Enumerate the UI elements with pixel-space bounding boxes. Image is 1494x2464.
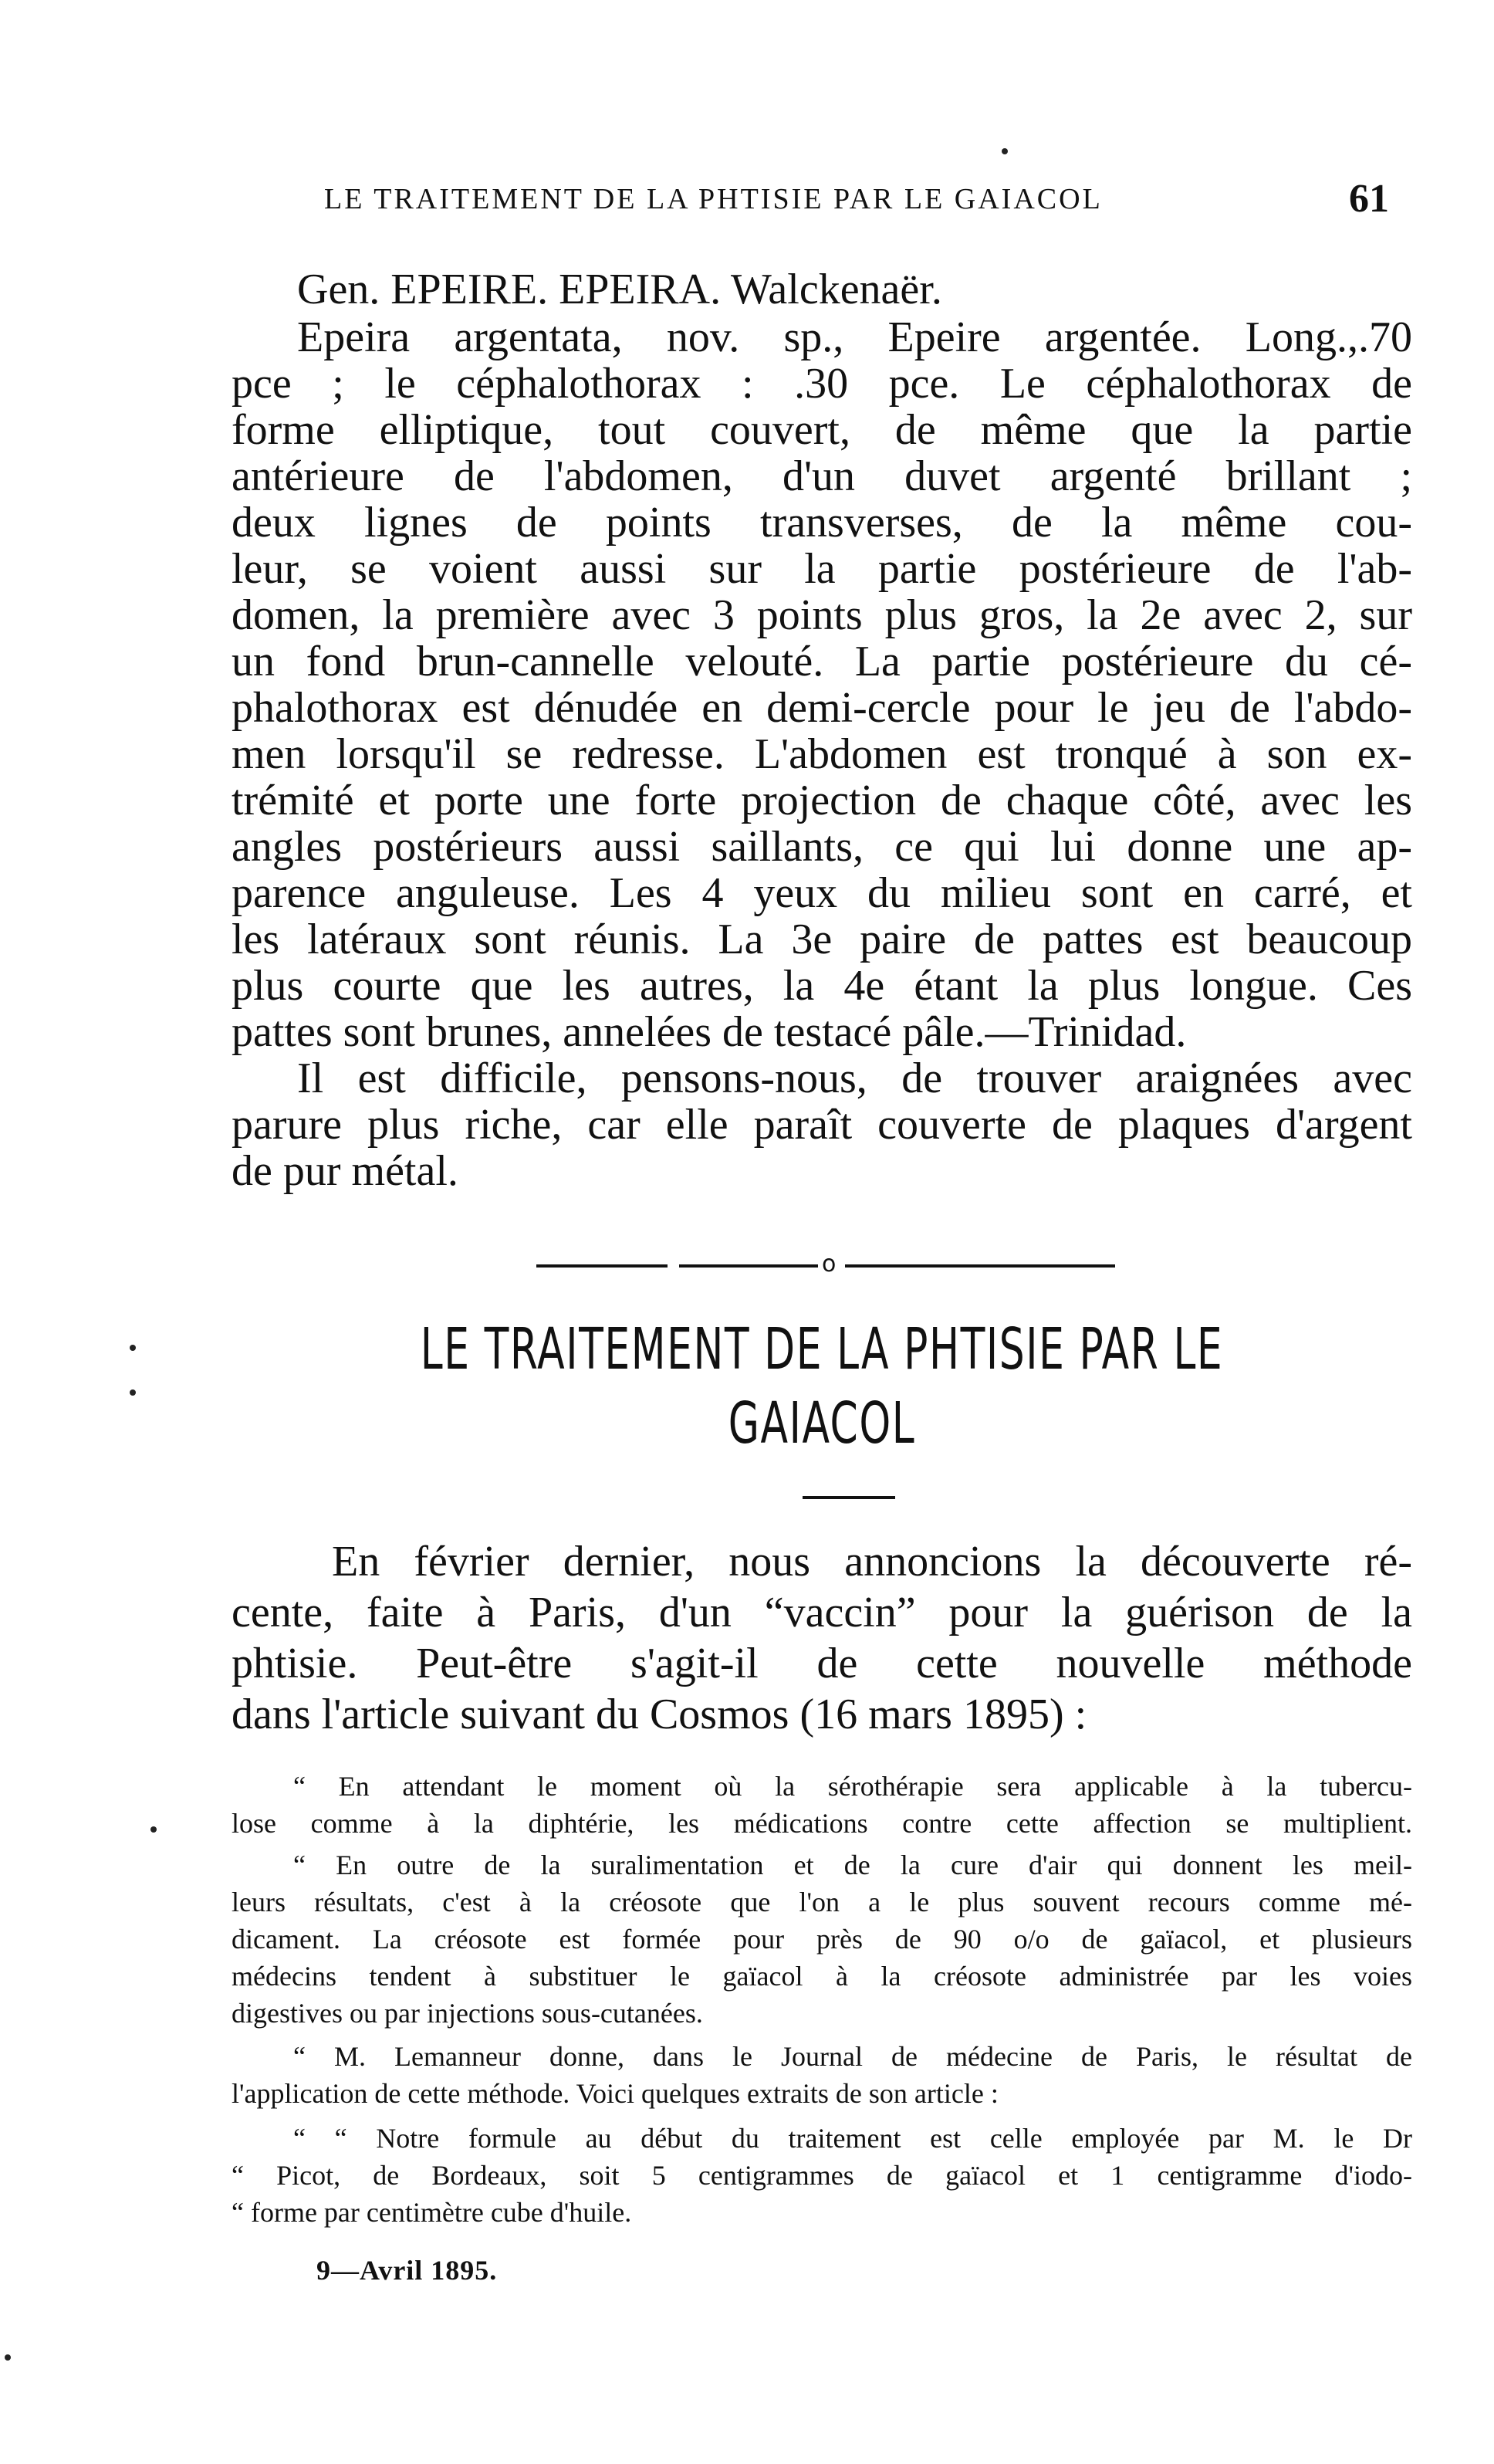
- text-line: de pur métal.: [232, 1147, 458, 1195]
- scan-speck: [5, 2354, 11, 2361]
- text-line: dans l'article suivant du Cosmos (16 mars 1895) :: [232, 1691, 1087, 1738]
- text-line: Gen. EPEIRE. EPEIRA. Walckenaër.: [297, 266, 942, 313]
- text-line: Epeira argentata, nov. sp., Epeire argentée. Long.,.70: [297, 313, 1412, 361]
- text-line: men lorsqu'il se redresse. L'abdomen est tronqué à son ex-: [232, 730, 1412, 778]
- text-line: phtisie. Peut-être s'agit-il de cette nouvelle méthode: [232, 1640, 1412, 1687]
- text-line: parure plus riche, car elle paraît couverte de plaques d'argent: [232, 1101, 1412, 1149]
- text-line: forme elliptique, tout couvert, de même que la partie: [232, 406, 1412, 454]
- scan-speck: [1002, 148, 1008, 154]
- quote-line: “ Picot, de Bordeaux, soit 5 centigrammes de gaïacol et 1 centigramme d'iodo-: [232, 2160, 1412, 2191]
- text-line: un fond brun-cannelle velouté. La partie postérieure du cé-: [232, 638, 1412, 685]
- text-line: trémité et porte une forte projection de chaque côté, avec les: [232, 777, 1412, 824]
- article-intro: [232, 1536, 1412, 1768]
- quote-line: “ En outre de la suralimentation et de la cure d'air qui donnent les meil-: [293, 1850, 1412, 1880]
- text-line: Il est difficile, pensons-nous, de trouver araignées avec: [297, 1054, 1412, 1102]
- article-title-line: LE TRAITEMENT DE LA PHTISIE PAR LE: [420, 1316, 1224, 1383]
- text-line: En février dernier, nous annoncions la découverte ré-: [332, 1538, 1412, 1586]
- article-title: [232, 1312, 1412, 1460]
- quote-line: médecins tendent à substituer le gaïacol à la créosote administrée par les voies: [232, 1961, 1412, 1992]
- divider-bar: [536, 1264, 668, 1268]
- text-line: cente, faite à Paris, d'un “vaccin” pour la guérison de la: [232, 1589, 1412, 1636]
- text-line: parence anguleuse. Les 4 yeux du milieu sont en carré, et: [232, 869, 1412, 917]
- quote-line: “ M. Lemanneur donne, dans le Journal de médecine de Paris, le résultat de: [293, 2041, 1412, 2072]
- quote-line: “ En attendant le moment où la sérothérapie sera applicable à la tubercu-: [293, 1771, 1412, 1802]
- text-line: pattes sont brunes, annelées de testacé pâle.—Trinidad.: [232, 1008, 1187, 1056]
- text-line: domen, la première avec 3 points plus gros, la 2e avec 2, sur: [232, 591, 1412, 639]
- divider-ornament: o: [822, 1251, 837, 1278]
- scan-speck: [130, 1389, 136, 1396]
- article-title-line: GAIACOL: [728, 1390, 916, 1457]
- quote-line: leurs résultats, c'est à la créosote que l'on a le plus souvent recours comme mé-: [232, 1887, 1412, 1917]
- signature-line: 9—Avril 1895.: [316, 2255, 498, 2286]
- scan-speck: [150, 1826, 157, 1833]
- quote-line: “ “ Notre formule au début du traitement est celle employée par M. le Dr: [293, 2123, 1412, 2154]
- text-line: leur, se voient aussi sur la partie postérieure de l'ab-: [232, 545, 1412, 593]
- running-title: LE TRAITEMENT DE LA PHTISIE PAR LE GAIACOL: [324, 183, 1103, 215]
- text-line: phalothorax est dénudée en demi-cercle pour le jeu de l'abdo-: [232, 684, 1412, 732]
- text-line: angles postérieurs aussi saillants, ce qui lui donne une ap-: [232, 823, 1412, 871]
- page-number: 61: [1349, 177, 1389, 221]
- quote-line: “ forme par centimètre cube d'huile.: [232, 2197, 632, 2228]
- text-line: pce ; le céphalothorax : .30 pce. Le céphalothorax de: [232, 360, 1412, 408]
- section-divider: [536, 1251, 1115, 1281]
- text-line: les latéraux sont réunis. La 3e paire de pattes est beaucoup: [232, 916, 1412, 963]
- quote-line: lose comme à la diphtérie, les médications contre cette affection se multiplient.: [232, 1808, 1412, 1839]
- divider-bar: [845, 1264, 1115, 1268]
- article-quotation: [232, 1768, 1412, 2308]
- scan-speck: [130, 1345, 136, 1351]
- title-rule: [803, 1496, 895, 1499]
- species-description: [232, 266, 1412, 1200]
- quote-line: l'application de cette méthode. Voici quelques extraits de son article :: [232, 2078, 999, 2109]
- quote-line: digestives ou par injections sous-cutanées.: [232, 1998, 703, 2029]
- divider-bar: [679, 1264, 818, 1268]
- running-header: [324, 176, 1389, 230]
- text-line: antérieure de l'abdomen, d'un duvet argenté brillant ;: [232, 452, 1412, 500]
- text-line: plus courte que les autres, la 4e étant la plus longue. Ces: [232, 962, 1412, 1010]
- quote-line: dicament. La créosote est formée pour près de 90 o/o de gaïacol, et plusieurs: [232, 1924, 1412, 1955]
- text-line: deux lignes de points transverses, de la même cou-: [232, 499, 1412, 547]
